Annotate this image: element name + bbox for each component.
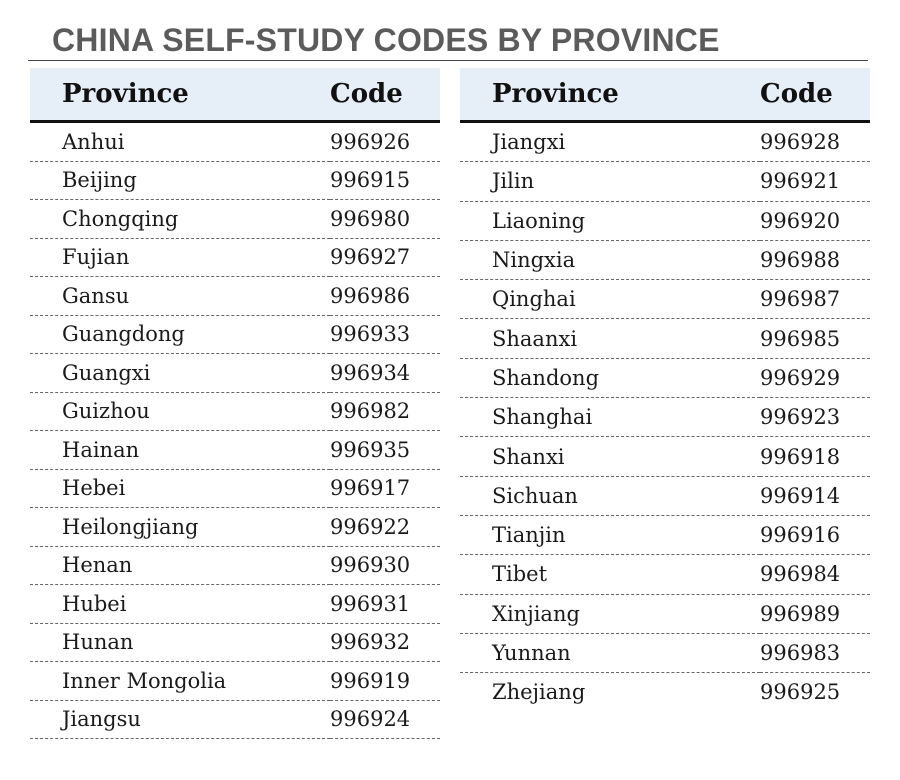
self-study-code: 996933: [330, 315, 440, 354]
table-row: [30, 200, 440, 239]
province-name: Ningxia: [460, 240, 760, 279]
codes-table-right: [460, 68, 870, 711]
table-body-right: [460, 122, 870, 712]
province-name: Zhejiang: [492, 680, 586, 705]
table-row: [30, 315, 440, 354]
self-study-code: 996983: [760, 633, 870, 672]
province-name: Hebei: [30, 469, 330, 508]
self-study-code: 996922: [330, 508, 440, 547]
column-header-code: Code: [760, 68, 870, 122]
self-study-code: 996935: [330, 431, 440, 470]
province-name: Henan: [30, 546, 330, 585]
column-header-province: Province: [460, 68, 760, 122]
table-body-left: [30, 122, 440, 739]
table-row: [30, 392, 440, 431]
province-name: Guangdong: [30, 315, 330, 354]
province-name: Hubei: [30, 585, 330, 624]
self-study-code: 996923: [760, 398, 870, 437]
province-name: Shandong: [460, 358, 760, 397]
header-row: [460, 68, 870, 122]
self-study-code: 996984: [760, 555, 870, 594]
table-row: [460, 633, 870, 672]
self-study-code: 996924: [330, 700, 440, 739]
table-row: [460, 122, 870, 162]
province-name: Shaanxi: [460, 319, 760, 358]
self-study-code: 996980: [330, 200, 440, 239]
province-name: Fujian: [30, 238, 330, 277]
table-row: [460, 555, 870, 594]
table-row: [460, 398, 870, 437]
province-name: Inner Mongolia: [30, 662, 330, 701]
table-row: [30, 238, 440, 277]
self-study-code: 996926: [330, 122, 440, 162]
province-name: Shanxi: [460, 437, 760, 476]
self-study-code: 996916: [760, 515, 870, 554]
province-name: Tibet: [460, 555, 760, 594]
table-row: [460, 515, 870, 554]
table-row: [460, 240, 870, 279]
province-name: Hainan: [30, 431, 330, 470]
self-study-code: 996921: [760, 162, 870, 201]
self-study-code: 996930: [330, 546, 440, 585]
table-row: [460, 476, 870, 515]
self-study-code: 996927: [330, 238, 440, 277]
table-row: [30, 122, 440, 162]
province-name: Xinjiang: [460, 594, 760, 633]
province-name: Jilin: [460, 162, 760, 201]
self-study-code: 996928: [760, 122, 870, 162]
province-name: Anhui: [30, 122, 330, 162]
table-row: [460, 358, 870, 397]
table-row: [30, 277, 440, 316]
header-row: [30, 68, 440, 122]
page-title: CHINA SELF-STUDY CODES BY PROVINCE: [52, 22, 720, 58]
table-row: [30, 585, 440, 624]
province-name: Sichuan: [460, 476, 760, 515]
table-row: [30, 508, 440, 547]
table-row: [460, 201, 870, 240]
self-study-code: 996982: [330, 392, 440, 431]
self-study-code: 996918: [760, 437, 870, 476]
table-row: [460, 673, 870, 712]
self-study-code: 996917: [330, 469, 440, 508]
title-rule: [28, 60, 868, 61]
self-study-code: 996989: [760, 594, 870, 633]
table-row: [460, 280, 870, 319]
province-name: Gansu: [30, 277, 330, 316]
table-row: [30, 700, 440, 739]
province-name: Guangxi: [30, 354, 330, 393]
self-study-code: 996932: [330, 623, 440, 662]
self-study-code: 996915: [330, 161, 440, 200]
self-study-code: 996987: [760, 280, 870, 319]
province-name: Shanghai: [460, 398, 760, 437]
column-header-code: Code: [330, 68, 440, 122]
self-study-code: 996986: [330, 277, 440, 316]
table-row: [30, 623, 440, 662]
self-study-code: 996931: [330, 585, 440, 624]
self-study-code: 996929: [760, 358, 870, 397]
province-name: Jiangxi: [460, 122, 760, 162]
province-name: Jiangsu: [30, 700, 330, 739]
table-row: [460, 162, 870, 201]
province-name: Yunnan: [460, 633, 760, 672]
self-study-code: 996919: [330, 662, 440, 701]
self-study-code: 996985: [760, 319, 870, 358]
table-row: [30, 662, 440, 701]
table-row: [460, 437, 870, 476]
table-row: [30, 431, 440, 470]
table-row: [460, 319, 870, 358]
province-name: Liaoning: [460, 201, 760, 240]
province-name: Tianjin: [460, 515, 760, 554]
province-name: Chongqing: [30, 200, 330, 239]
table-row: [460, 594, 870, 633]
column-header-province: Province: [30, 68, 330, 122]
codes-table-left: [30, 68, 440, 739]
self-study-code: 996914: [760, 476, 870, 515]
table-row: [30, 354, 440, 393]
province-name: Qinghai: [460, 280, 760, 319]
table-row: [30, 469, 440, 508]
self-study-code: 996925: [760, 680, 841, 705]
self-study-code: 996988: [760, 240, 870, 279]
table-row: [30, 161, 440, 200]
province-name: Guizhou: [30, 392, 330, 431]
province-name: Beijing: [30, 161, 330, 200]
province-name: Heilongjiang: [30, 508, 330, 547]
province-name: Hunan: [30, 623, 330, 662]
self-study-code: 996934: [330, 354, 440, 393]
table-row: [30, 546, 440, 585]
self-study-code: 996920: [760, 201, 870, 240]
